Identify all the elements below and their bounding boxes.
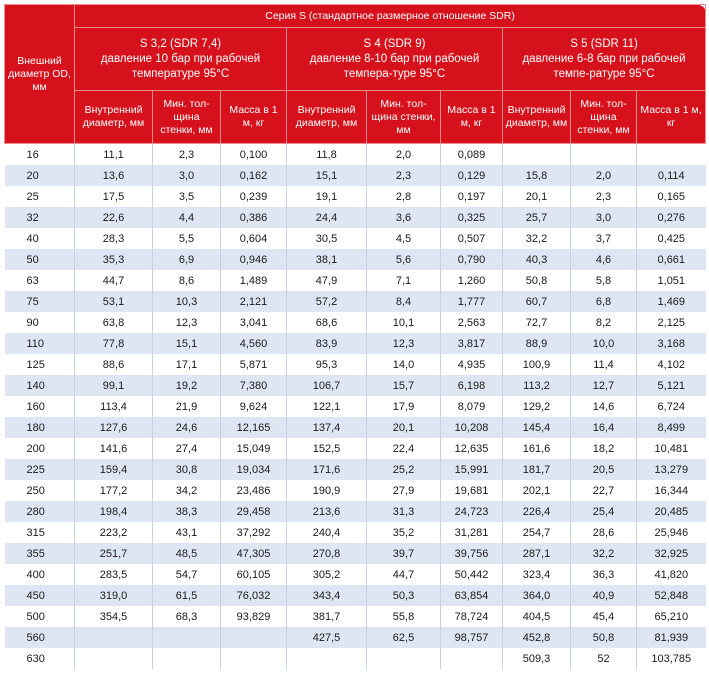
- wall-thickness-cell: 4,6: [571, 249, 637, 270]
- wall-thickness-cell: 30,8: [153, 459, 221, 480]
- mass-cell: 0,507: [441, 228, 503, 249]
- inner-diameter-cell: 226,4: [503, 501, 571, 522]
- od-cell: 110: [5, 333, 75, 354]
- inner-diameter-cell: 113,2: [503, 375, 571, 396]
- mass-cell: 20,485: [637, 501, 706, 522]
- group-name-s5: S 5 (SDR 11): [570, 37, 638, 50]
- mass-cell: 4,935: [441, 354, 503, 375]
- wall-thickness-cell: 3,0: [571, 207, 637, 228]
- wall-thickness-cell: 19,2: [153, 375, 221, 396]
- od-cell: 50: [5, 249, 75, 270]
- mass-cell: 41,820: [637, 564, 706, 585]
- wall-thickness-cell: 12,3: [153, 312, 221, 333]
- inner-diameter-cell: 106,7: [287, 375, 367, 396]
- inner-diameter-cell: 251,7: [75, 543, 153, 564]
- table-row: [5, 606, 706, 627]
- mass-cell: 5,871: [221, 354, 287, 375]
- od-cell: 450: [5, 585, 75, 606]
- inner-diameter-cell: 40,3: [503, 249, 571, 270]
- wall-thickness-cell: 45,4: [571, 606, 637, 627]
- inner-diameter-cell: 83,9: [287, 333, 367, 354]
- mass-cell: 0,661: [637, 249, 706, 270]
- wall-thickness-cell: 50,3: [367, 585, 441, 606]
- wall-thickness-cell: 5,8: [571, 270, 637, 291]
- mass-cell: 98,757: [441, 627, 503, 648]
- wall-thickness-cell: 17,9: [367, 396, 441, 417]
- inner-diameter-cell: 190,9: [287, 480, 367, 501]
- wall-thickness-cell: 5,5: [153, 228, 221, 249]
- inner-diameter-cell: 127,6: [75, 417, 153, 438]
- wall-thickness-cell: 21,9: [153, 396, 221, 417]
- mass-cell: 3,168: [637, 333, 706, 354]
- table-row: [5, 522, 706, 543]
- wall-thickness-cell: 27,4: [153, 438, 221, 459]
- col-inner-diameter-s32: Внутренний диаметр, мм: [75, 91, 153, 144]
- wall-thickness-cell: 25,4: [571, 501, 637, 522]
- od-cell: 225: [5, 459, 75, 480]
- mass-cell: 0,946: [221, 249, 287, 270]
- table-row: [5, 438, 706, 459]
- mass-cell: 0,165: [637, 186, 706, 207]
- od-cell: 20: [5, 165, 75, 186]
- inner-diameter-cell: 305,2: [287, 564, 367, 585]
- pipe-dimensions-table: [4, 4, 706, 669]
- od-cell: 500: [5, 606, 75, 627]
- inner-diameter-cell: 161,6: [503, 438, 571, 459]
- table-row: [5, 396, 706, 417]
- wall-thickness-cell: 39,7: [367, 543, 441, 564]
- wall-thickness-cell: 25,2: [367, 459, 441, 480]
- wall-thickness-cell: 8,2: [571, 312, 637, 333]
- group-name-s32: S 3,2 (SDR 7,4): [139, 37, 222, 50]
- inner-diameter-cell: 198,4: [75, 501, 153, 522]
- inner-diameter-cell: 137,4: [287, 417, 367, 438]
- table-row: [5, 375, 706, 396]
- inner-diameter-cell: 141,6: [75, 438, 153, 459]
- inner-diameter-cell: 60,7: [503, 291, 571, 312]
- wall-thickness-cell: 8,6: [153, 270, 221, 291]
- wall-thickness-cell: 5,6: [367, 249, 441, 270]
- inner-diameter-cell: 28,3: [75, 228, 153, 249]
- inner-diameter-cell: 11,8: [287, 144, 367, 166]
- inner-diameter-cell: [287, 648, 367, 669]
- mass-cell: 4,102: [637, 354, 706, 375]
- mass-cell: 12,635: [441, 438, 503, 459]
- mass-cell: 50,442: [441, 564, 503, 585]
- mass-cell: 10,481: [637, 438, 706, 459]
- table-body: [5, 144, 706, 670]
- table-row: [5, 312, 706, 333]
- wall-thickness-cell: 6,8: [571, 291, 637, 312]
- col-wall-thickness-s4: Мин. тол-щина стенки, мм: [367, 91, 441, 144]
- mass-cell: 1,260: [441, 270, 503, 291]
- inner-diameter-cell: 223,2: [75, 522, 153, 543]
- mass-cell: 19,034: [221, 459, 287, 480]
- wall-thickness-cell: 12,3: [367, 333, 441, 354]
- od-cell: 355: [5, 543, 75, 564]
- mass-cell: 8,499: [637, 417, 706, 438]
- mass-cell: 0,162: [221, 165, 287, 186]
- inner-diameter-cell: 72,7: [503, 312, 571, 333]
- inner-diameter-cell: 145,4: [503, 417, 571, 438]
- group-header-s4: [287, 28, 503, 91]
- inner-diameter-cell: 15,8: [503, 165, 571, 186]
- inner-diameter-cell: 381,7: [287, 606, 367, 627]
- inner-diameter-cell: 95,3: [287, 354, 367, 375]
- table-row: [5, 207, 706, 228]
- wall-thickness-cell: 44,7: [367, 564, 441, 585]
- mass-cell: 0,114: [637, 165, 706, 186]
- mass-cell: 47,305: [221, 543, 287, 564]
- mass-cell: 1,469: [637, 291, 706, 312]
- wall-thickness-cell: 10,0: [571, 333, 637, 354]
- mass-cell: 12,165: [221, 417, 287, 438]
- mass-cell: [221, 648, 287, 669]
- od-cell: 400: [5, 564, 75, 585]
- inner-diameter-cell: 404,5: [503, 606, 571, 627]
- inner-diameter-cell: [75, 648, 153, 669]
- inner-diameter-cell: 364,0: [503, 585, 571, 606]
- inner-diameter-cell: 287,1: [503, 543, 571, 564]
- mass-cell: 63,854: [441, 585, 503, 606]
- mass-cell: 0,089: [441, 144, 503, 166]
- od-header: Внешний диаметр OD, мм: [5, 5, 75, 144]
- wall-thickness-cell: 55,8: [367, 606, 441, 627]
- wall-thickness-cell: 12,7: [571, 375, 637, 396]
- inner-diameter-cell: 15,1: [287, 165, 367, 186]
- inner-diameter-cell: 152,5: [287, 438, 367, 459]
- wall-thickness-cell: 17,1: [153, 354, 221, 375]
- od-cell: 16: [5, 144, 75, 166]
- col-mass-s32: Масса в 1 м, кг: [221, 91, 287, 144]
- mass-cell: 1,051: [637, 270, 706, 291]
- inner-diameter-cell: 50,8: [503, 270, 571, 291]
- col-mass-s5: Масса в 1 м, кг: [637, 91, 706, 144]
- wall-thickness-cell: 24,6: [153, 417, 221, 438]
- inner-diameter-cell: 213,6: [287, 501, 367, 522]
- wall-thickness-cell: 3,6: [367, 207, 441, 228]
- inner-diameter-cell: 19,1: [287, 186, 367, 207]
- wall-thickness-cell: 7,1: [367, 270, 441, 291]
- mass-cell: 23,486: [221, 480, 287, 501]
- inner-diameter-cell: 113,4: [75, 396, 153, 417]
- mass-cell: [221, 627, 287, 648]
- inner-diameter-cell: 25,7: [503, 207, 571, 228]
- mass-cell: 60,105: [221, 564, 287, 585]
- inner-diameter-cell: 44,7: [75, 270, 153, 291]
- od-cell: 32: [5, 207, 75, 228]
- mass-cell: 25,946: [637, 522, 706, 543]
- wall-thickness-cell: 61,5: [153, 585, 221, 606]
- wall-thickness-cell: 43,1: [153, 522, 221, 543]
- mass-cell: 81,939: [637, 627, 706, 648]
- wall-thickness-cell: 27,9: [367, 480, 441, 501]
- wall-thickness-cell: 38,3: [153, 501, 221, 522]
- inner-diameter-cell: 100,9: [503, 354, 571, 375]
- wall-thickness-cell: 40,9: [571, 585, 637, 606]
- inner-diameter-cell: 283,5: [75, 564, 153, 585]
- mass-cell: [441, 648, 503, 669]
- inner-diameter-cell: 323,4: [503, 564, 571, 585]
- wall-thickness-cell: 11,4: [571, 354, 637, 375]
- mass-cell: 0,197: [441, 186, 503, 207]
- inner-diameter-cell: 53,1: [75, 291, 153, 312]
- mass-cell: 10,208: [441, 417, 503, 438]
- mass-cell: 31,281: [441, 522, 503, 543]
- inner-diameter-cell: 47,9: [287, 270, 367, 291]
- wall-thickness-cell: 3,5: [153, 186, 221, 207]
- table-row: [5, 270, 706, 291]
- od-cell: 125: [5, 354, 75, 375]
- inner-diameter-cell: 171,6: [287, 459, 367, 480]
- table-row: [5, 648, 706, 669]
- wall-thickness-cell: 16,4: [571, 417, 637, 438]
- mass-cell: 39,756: [441, 543, 503, 564]
- table-row: [5, 459, 706, 480]
- inner-diameter-cell: 177,2: [75, 480, 153, 501]
- mass-cell: 93,829: [221, 606, 287, 627]
- mass-cell: 24,723: [441, 501, 503, 522]
- wall-thickness-cell: 10,3: [153, 291, 221, 312]
- wall-thickness-cell: [153, 627, 221, 648]
- inner-diameter-cell: 254,7: [503, 522, 571, 543]
- inner-diameter-cell: 354,5: [75, 606, 153, 627]
- od-cell: 630: [5, 648, 75, 669]
- mass-cell: 6,724: [637, 396, 706, 417]
- table-row: [5, 249, 706, 270]
- inner-diameter-cell: 77,8: [75, 333, 153, 354]
- wall-thickness-cell: 52: [571, 648, 637, 669]
- wall-thickness-cell: 2,3: [571, 186, 637, 207]
- wall-thickness-cell: 20,1: [367, 417, 441, 438]
- mass-cell: 0,604: [221, 228, 287, 249]
- wall-thickness-cell: [153, 648, 221, 669]
- mass-cell: 0,425: [637, 228, 706, 249]
- wall-thickness-cell: 68,3: [153, 606, 221, 627]
- inner-diameter-cell: 20,1: [503, 186, 571, 207]
- od-cell: 63: [5, 270, 75, 291]
- mass-cell: 19,681: [441, 480, 503, 501]
- wall-thickness-cell: 2,0: [367, 144, 441, 166]
- group-condition-s32: давление 10 бар при рабочей температуре 95°C: [100, 52, 261, 80]
- inner-diameter-cell: 240,4: [287, 522, 367, 543]
- table-row: [5, 333, 706, 354]
- inner-diameter-cell: 181,7: [503, 459, 571, 480]
- group-header-s32: [75, 28, 287, 91]
- mass-cell: 15,991: [441, 459, 503, 480]
- od-cell: 315: [5, 522, 75, 543]
- pipe-dimensions-table-container: [4, 4, 705, 669]
- od-cell: 40: [5, 228, 75, 249]
- table-row: [5, 417, 706, 438]
- mass-cell: 6,198: [441, 375, 503, 396]
- mass-cell: 32,925: [637, 543, 706, 564]
- inner-diameter-cell: 68,6: [287, 312, 367, 333]
- series-title: Серия S (стандартное размерное отношение SDR): [75, 5, 706, 28]
- od-cell: 160: [5, 396, 75, 417]
- table-row: [5, 165, 706, 186]
- inner-diameter-cell: 17,5: [75, 186, 153, 207]
- wall-thickness-cell: 15,7: [367, 375, 441, 396]
- table-row: [5, 543, 706, 564]
- wall-thickness-cell: 10,1: [367, 312, 441, 333]
- mass-cell: 0,790: [441, 249, 503, 270]
- mass-cell: 2,125: [637, 312, 706, 333]
- mass-cell: 0,386: [221, 207, 287, 228]
- wall-thickness-cell: 14,0: [367, 354, 441, 375]
- od-cell: 200: [5, 438, 75, 459]
- wall-thickness-cell: 50,8: [571, 627, 637, 648]
- mass-cell: 1,489: [221, 270, 287, 291]
- col-mass-s4: Масса в 1 м, кг: [441, 91, 503, 144]
- inner-diameter-cell: 343,4: [287, 585, 367, 606]
- wall-thickness-cell: 22,4: [367, 438, 441, 459]
- wall-thickness-cell: 2,0: [571, 165, 637, 186]
- mass-cell: 8,079: [441, 396, 503, 417]
- mass-cell: 37,292: [221, 522, 287, 543]
- table-row: [5, 186, 706, 207]
- mass-cell: 16,344: [637, 480, 706, 501]
- mass-cell: 0,325: [441, 207, 503, 228]
- inner-diameter-cell: 159,4: [75, 459, 153, 480]
- wall-thickness-cell: 20,5: [571, 459, 637, 480]
- wall-thickness-cell: 28,6: [571, 522, 637, 543]
- inner-diameter-cell: 270,8: [287, 543, 367, 564]
- table-row: [5, 564, 706, 585]
- inner-diameter-cell: 427,5: [287, 627, 367, 648]
- table-row: [5, 627, 706, 648]
- inner-diameter-cell: 88,9: [503, 333, 571, 354]
- wall-thickness-cell: 14,6: [571, 396, 637, 417]
- inner-diameter-cell: 57,2: [287, 291, 367, 312]
- mass-cell: 15,049: [221, 438, 287, 459]
- mass-cell: 7,380: [221, 375, 287, 396]
- mass-cell: 5,121: [637, 375, 706, 396]
- col-wall-thickness-s5: Мин. тол-щина стенки, мм: [571, 91, 637, 144]
- mass-cell: 2,121: [221, 291, 287, 312]
- col-inner-diameter-s5: Внутренний диаметр, мм: [503, 91, 571, 144]
- mass-cell: 0,100: [221, 144, 287, 166]
- wall-thickness-cell: 62,5: [367, 627, 441, 648]
- inner-diameter-cell: 99,1: [75, 375, 153, 396]
- mass-cell: 4,560: [221, 333, 287, 354]
- wall-thickness-cell: 35,2: [367, 522, 441, 543]
- od-cell: 140: [5, 375, 75, 396]
- mass-cell: 52,848: [637, 585, 706, 606]
- wall-thickness-cell: 6,9: [153, 249, 221, 270]
- inner-diameter-cell: 30,5: [287, 228, 367, 249]
- inner-diameter-cell: 63,8: [75, 312, 153, 333]
- mass-cell: 78,724: [441, 606, 503, 627]
- table-row: [5, 501, 706, 522]
- inner-diameter-cell: 509,3: [503, 648, 571, 669]
- mass-cell: 3,817: [441, 333, 503, 354]
- mass-cell: 0,276: [637, 207, 706, 228]
- od-cell: 280: [5, 501, 75, 522]
- od-cell: 250: [5, 480, 75, 501]
- inner-diameter-cell: 32,2: [503, 228, 571, 249]
- table-row: [5, 480, 706, 501]
- table-row: [5, 354, 706, 375]
- mass-cell: 65,210: [637, 606, 706, 627]
- group-condition-s4: давление 8-10 бар при рабочей темпера-туре 95°C: [309, 52, 480, 80]
- inner-diameter-cell: [75, 627, 153, 648]
- wall-thickness-cell: [367, 648, 441, 669]
- wall-thickness-cell: 3,0: [153, 165, 221, 186]
- table-row: [5, 144, 706, 166]
- od-cell: 25: [5, 186, 75, 207]
- wall-thickness-cell: 2,3: [367, 165, 441, 186]
- wall-thickness-cell: 54,7: [153, 564, 221, 585]
- mass-cell: 13,279: [637, 459, 706, 480]
- wall-thickness-cell: 4,4: [153, 207, 221, 228]
- wall-thickness-cell: 2,3: [153, 144, 221, 166]
- inner-diameter-cell: 202,1: [503, 480, 571, 501]
- inner-diameter-cell: [503, 144, 571, 166]
- inner-diameter-cell: 129,2: [503, 396, 571, 417]
- od-cell: 90: [5, 312, 75, 333]
- inner-diameter-cell: 13,6: [75, 165, 153, 186]
- wall-thickness-cell: 8,4: [367, 291, 441, 312]
- wall-thickness-cell: 18,2: [571, 438, 637, 459]
- inner-diameter-cell: 22,6: [75, 207, 153, 228]
- mass-cell: 76,032: [221, 585, 287, 606]
- inner-diameter-cell: 122,1: [287, 396, 367, 417]
- mass-cell: 103,785: [637, 648, 706, 669]
- group-condition-s5: давление 6-8 бар при рабочей темпе-ратуре 95°C: [522, 52, 686, 80]
- mass-cell: 0,239: [221, 186, 287, 207]
- wall-thickness-cell: 4,5: [367, 228, 441, 249]
- inner-diameter-cell: 11,1: [75, 144, 153, 166]
- inner-diameter-cell: 38,1: [287, 249, 367, 270]
- mass-cell: 2,563: [441, 312, 503, 333]
- od-cell: 560: [5, 627, 75, 648]
- table-row: [5, 291, 706, 312]
- wall-thickness-cell: 22,7: [571, 480, 637, 501]
- wall-thickness-cell: 34,2: [153, 480, 221, 501]
- od-cell: 180: [5, 417, 75, 438]
- inner-diameter-cell: 24,4: [287, 207, 367, 228]
- wall-thickness-cell: 31,3: [367, 501, 441, 522]
- inner-diameter-cell: 452,8: [503, 627, 571, 648]
- wall-thickness-cell: [571, 144, 637, 166]
- table-row: [5, 585, 706, 606]
- col-inner-diameter-s4: Внутренний диаметр, мм: [287, 91, 367, 144]
- od-cell: 75: [5, 291, 75, 312]
- mass-cell: 3,041: [221, 312, 287, 333]
- mass-cell: 9,624: [221, 396, 287, 417]
- wall-thickness-cell: 2,8: [367, 186, 441, 207]
- mass-cell: 1,777: [441, 291, 503, 312]
- table-row: [5, 228, 706, 249]
- wall-thickness-cell: 15,1: [153, 333, 221, 354]
- mass-cell: 0,129: [441, 165, 503, 186]
- inner-diameter-cell: 88,6: [75, 354, 153, 375]
- inner-diameter-cell: 35,3: [75, 249, 153, 270]
- group-header-s5: [503, 28, 706, 91]
- inner-diameter-cell: 319,0: [75, 585, 153, 606]
- wall-thickness-cell: 48,5: [153, 543, 221, 564]
- mass-cell: [637, 144, 706, 166]
- col-wall-thickness-s32: Мин. тол-щина стенки, мм: [153, 91, 221, 144]
- wall-thickness-cell: 3,7: [571, 228, 637, 249]
- wall-thickness-cell: 32,2: [571, 543, 637, 564]
- mass-cell: 29,458: [221, 501, 287, 522]
- group-name-s4: S 4 (SDR 9): [363, 37, 426, 50]
- wall-thickness-cell: 36,3: [571, 564, 637, 585]
- table-header: [5, 5, 706, 144]
